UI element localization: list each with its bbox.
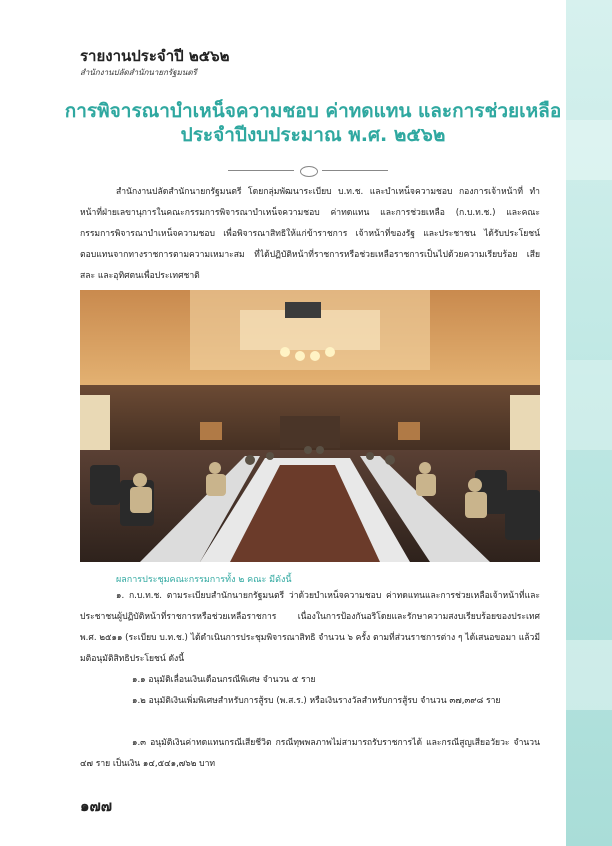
results-subitem-1-1: ๑.๑ อนุมัติเลื่อนเงินเดือนกรณีพิเศษ จำนวน ๕ ราย: [132, 675, 316, 685]
page-title-line1: การพิจารณาบำเหน็จความชอบ ค่าทดแทน และการช่วยเหลือ: [64, 100, 562, 122]
meeting-room-photo: [80, 290, 540, 562]
results-subitem-1-3: ๑.๓ อนุมัติเงินค่าทดแทนกรณีเสียชีวิต กรณีทุพพลภาพไม่สามารถรับราชการได้ และกรณีสูญเสียอวัยวะ จำนวน ๔๗ ราย เป็นเงิน ๑๔,๕๔๑,๗๖๒ บาท: [80, 738, 540, 769]
results-heading: ผลการประชุมคณะกรรมการทั้ง ๒ คณะ มีดังนี้: [116, 575, 292, 585]
intro-paragraph: สำนักงานปลัดสำนักนายกรัฐมนตรี โดยกลุ่มพัฒนาระเบียบ บ.ท.ช. และบำเหน็จความชอบ กองการเจ้าหน้าที่ ทำหน้าที่ฝ่ายเลขานุการในคณะกรรมการพิจารณาบำเหน็จความชอบ ค่าทดแทน และการช่วยเหลือ (ก.บ.ท.ช.) และคณะกรรมการพิจารณาบำเหน็จความชอบ เพื่อพิจารณาสิทธิให้แก่ข้าราชการ เจ้าหน้าที่ของรัฐ และประชาชน ได้รับประโยชน์ตอบแทนจากทางราชการตามความเหมาะสม ที่ได้ปฏิบัติหน้าที่ราชการหรือช่วยเหลือราชการเป็นไปด้วยความเรียบร้อย เสียสละ และอุทิศตนเพื่อประเทศชาติ: [80, 187, 540, 281]
page-number: ๑๗๗: [80, 797, 113, 815]
title-divider-ornament: [228, 164, 388, 178]
results-item-1: ๑. ก.บ.ท.ช. ตามระเบียบสำนักนายกรัฐมนตรี ว่าด้วยบำเหน็จความชอบ ค่าทดแทนและการช่วยเหลือเจ้าหน้าที่และประชาชนผู้ปฏิบัติหน้าที่ราชการหรือช่วยเหลือราชการ เนื่องในการป้องกันอริโดยและรักษาความสงบเรียบร้อยของประเทศ พ.ศ. ๒๕๑๑ (ระเบียบ บ.ท.ช.) ได้ดำเนินการประชุมพิจารณาสิทธิ จำนวน ๖ ครั้ง ตามที่ส่วนราชการต่าง ๆ ได้เสนอขอมา แล้วมีมติอนุมัติสิทธิประโยชน์ ดังนี้: [80, 591, 540, 664]
page-title-line2: ประจำปีงบประมาณ พ.ศ. ๒๕๖๒: [180, 124, 446, 146]
results-subitem-1-2: ๑.๒ อนุมัติเงินเพิ่มพิเศษสำหรับการสู้รบ (พ.ส.ร.) หรือเงินรางวัลสำหรับการสู้รบ จำนวน ๓๗,๓๙๘ ราย: [132, 696, 501, 706]
report-header-subtitle: สำนักงานปลัดสำนักนายกรัฐมนตรี: [80, 68, 197, 77]
report-header-title: รายงานประจำปี ๒๕๖๒: [80, 47, 230, 65]
meeting-room-illustration: [80, 290, 540, 562]
